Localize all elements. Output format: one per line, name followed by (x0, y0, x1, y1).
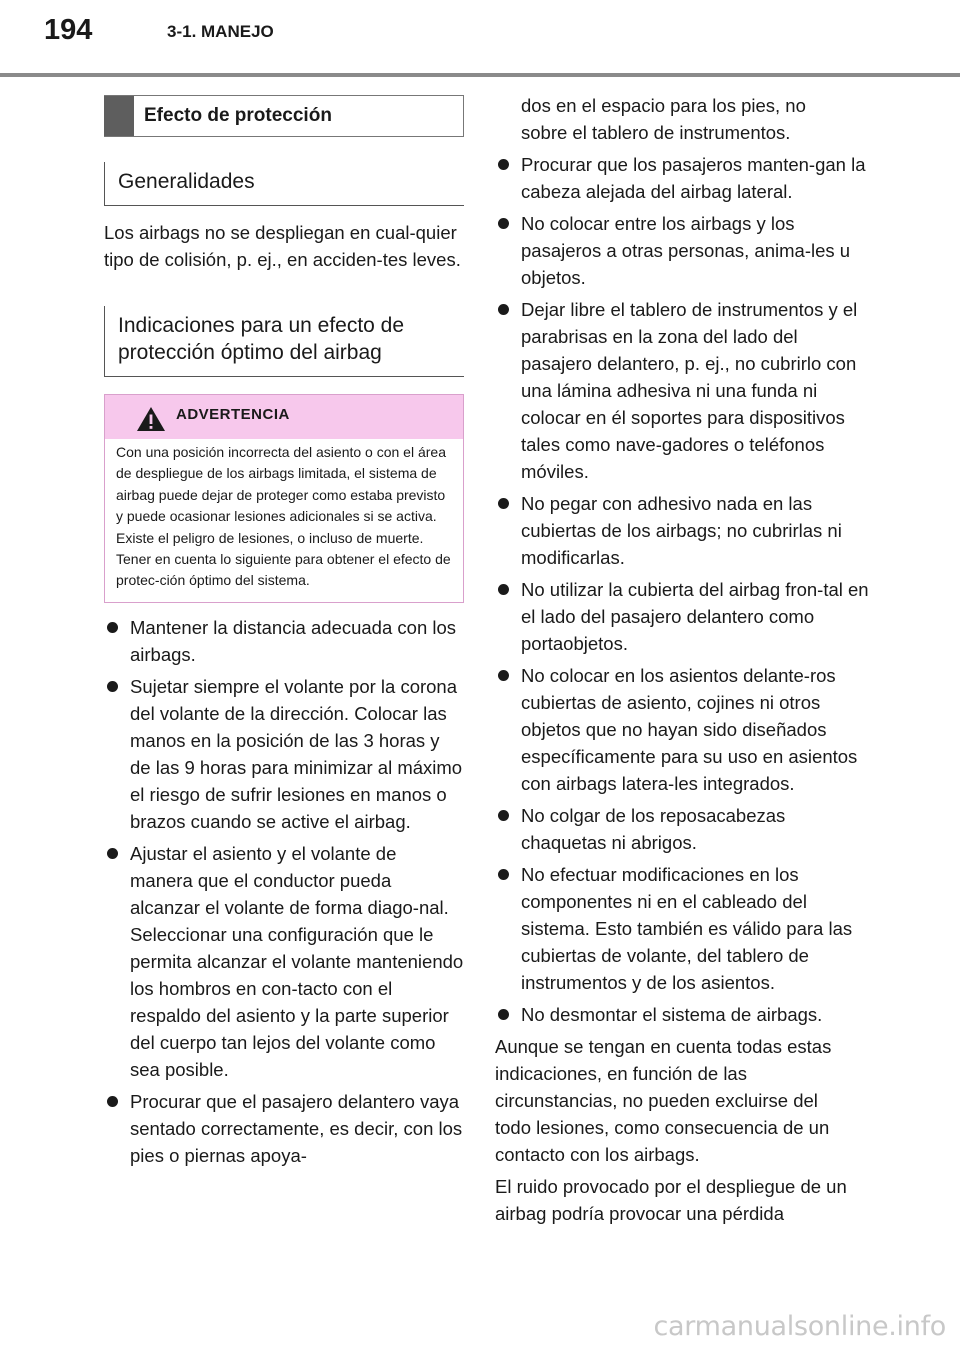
list-item-text: No efectuar modificaciones en los componentes ni en el cableado del sistema. Esto también es válido para las cubiertas de volante, del tablero de instrumentos y de los asientos. (521, 864, 853, 993)
list-item (495, 1001, 873, 1028)
bullet-icon (498, 304, 509, 315)
list-item (495, 151, 873, 205)
list-item-text: No colocar entre los airbags y los pasajeros a otras personas, anima-les u objetos. (521, 213, 851, 288)
list-item-text: Procurar que el pasajero delantero vaya sentado correctamente, es decir, con los pies o piernas apoya- (130, 1090, 463, 1166)
bullet-icon (498, 584, 509, 595)
intro-paragraph: Los airbags no se despliegan en cual-quier tipo de colisión, p. ej., en acciden-tes leves. (104, 222, 461, 270)
right-column (495, 92, 869, 1227)
chapter-title: 3-1. MANEJO (167, 22, 274, 41)
left-bullet-list (104, 614, 464, 1169)
section-heading (104, 95, 464, 137)
bullet-icon (498, 218, 509, 229)
list-item-text: Ajustar el asiento y el volante de manera que el conductor pueda alcanzar el volante de forma diago-nal. Seleccionar una configuración que le permita alcanzar el volante manteniendo los hombros en con-tacto con el respaldo del asiento y la parte superior del cuerpo tan lejos del volante como sea posible. (130, 842, 464, 1080)
noise-paragraph: El ruido provocado por el despliegue de un airbag podría provocar una pérdida (495, 1176, 847, 1224)
header-divider (0, 73, 960, 77)
bullet-icon (498, 670, 509, 681)
list-item (104, 840, 464, 1083)
continuation-text: dos en el espacio para los pies, no sobre el tablero de instrumentos. (521, 95, 806, 143)
warning-icon (136, 406, 166, 432)
list-item (495, 802, 873, 856)
list-item-text: Dejar libre el tablero de instrumentos y el parabrisas en la zona del lado del pasajero delantero, p. ej., no cubrirlo con una lámina adhesiva ni una funda ni colocar en él soportes para dispositivos tales como nave-gadores o teléfonos móviles. (521, 299, 858, 482)
bullet-icon (498, 498, 509, 509)
list-item (495, 490, 873, 571)
list-item-text: Procurar que los pasajeros manten-gan la cabeza alejada del airbag lateral. (521, 154, 866, 202)
list-item (104, 614, 464, 668)
list-item (104, 1088, 464, 1169)
bullet-icon (107, 622, 118, 633)
list-item-text: No utilizar la cubierta del airbag fron-tal en el lado del pasajero delantero como portaobjetos. (521, 579, 869, 654)
watermark-text: carmanualsonline.info (653, 1311, 946, 1342)
bullet-icon (107, 848, 118, 859)
list-item (495, 210, 873, 291)
list-item-text: Sujetar siempre el volante por la corona del volante de la dirección. Colocar las manos en la posición de las 3 horas y de las 9 horas para minimizar al máximo el riesgo de sufrir lesiones en manos o brazos cuando se active el airbag. (130, 675, 463, 832)
warning-box (104, 394, 464, 603)
list-item-text: No pegar con adhesivo nada en las cubiertas de los airbags; no cubrirlas ni modificarlas. (521, 493, 842, 568)
subheading-generalidades: Generalidades (104, 162, 464, 206)
section-tab (104, 96, 134, 136)
list-item-text: No colgar de los reposacabezas chaquetas ni abrigos. (521, 805, 786, 853)
bullet-icon (498, 869, 509, 880)
page-number: 194 (44, 14, 93, 46)
list-item (495, 861, 873, 996)
closing-paragraph: Aunque se tengan en cuenta todas estas indicaciones, en función de las circunstancias, no pueden excluirse del todo lesiones, como consecuencia de un contacto con los airbags. (495, 1036, 832, 1165)
bullet-icon (107, 1096, 118, 1107)
bullet-icon (498, 159, 509, 170)
list-item-text: Mantener la distancia adecuada con los airbags. (130, 616, 457, 665)
list-item (495, 576, 873, 657)
warning-header (105, 395, 463, 439)
page-header (0, 0, 960, 80)
section-title: Efecto de protección (144, 105, 332, 126)
subheading-indicaciones: Indicaciones para un efecto de protección óptimo del airbag (104, 306, 464, 377)
warning-label: ADVERTENCIA (176, 406, 290, 423)
list-item (495, 662, 873, 797)
bullet-icon (498, 810, 509, 821)
bullet-icon (498, 1009, 509, 1020)
list-item-text: No colocar en los asientos delante-ros cubiertas de asiento, cojines ni otros objetos que no hayan sido diseñados específicamente para su uso en asientos con airbags latera-les integrados. (521, 665, 858, 794)
bullet-icon (107, 681, 118, 692)
list-item-text: No desmontar el sistema de airbags. (521, 1004, 823, 1025)
list-item (104, 673, 464, 835)
left-column (104, 95, 464, 1169)
right-bullet-list (495, 151, 869, 1028)
list-item (495, 296, 873, 485)
warning-text: Con una posición incorrecta del asiento o con el área de despliegue de los airbags limitada, el sistema de airbag puede dejar de proteger como estaba previsto y puede ocasionar lesiones adicionales si se activa. Existe el peligro de lesiones, o incluso de muerte. Tener en cuenta lo siguiente para obtener el efecto de protec-ción óptimo del sistema. (116, 444, 451, 589)
